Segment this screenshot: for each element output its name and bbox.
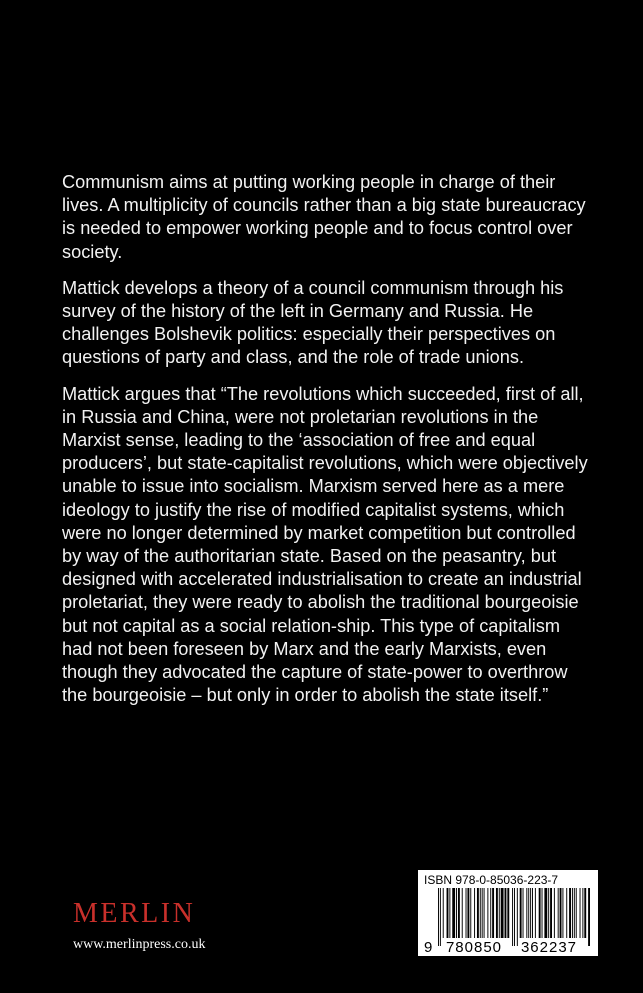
barcode-bar — [449, 888, 450, 938]
publisher-url: www.merlinpress.co.uk — [73, 937, 206, 952]
blurb-text — [62, 171, 592, 720]
barcode-bar — [482, 888, 483, 938]
barcode-bar — [514, 888, 515, 946]
barcode-bar — [462, 888, 463, 938]
barcode-bar — [558, 888, 559, 938]
barcode-bar — [520, 888, 522, 938]
barcode-bar — [566, 888, 567, 938]
barcode-digit-lead: 9 — [424, 939, 433, 956]
barcode-bar — [584, 888, 586, 938]
barcode-bar — [572, 888, 573, 938]
barcode-bar — [440, 888, 441, 946]
barcode-bar — [523, 888, 524, 938]
barcode-bar — [535, 888, 536, 938]
barcode-digits-left: 780850 — [445, 939, 503, 956]
barcode-bar — [539, 888, 541, 938]
barcode-bar — [490, 888, 491, 938]
barcode-bar — [492, 888, 494, 938]
blurb-paragraph-2: Mattick develops a theory of a council communism through his survey of the history of the left in Germany and Russia. He challenges Bolshevik politics: especially their perspectives on questions of party and class, and the role of trade unions. — [62, 277, 564, 368]
barcode-bar — [528, 888, 529, 938]
barcode-bar — [480, 888, 481, 938]
blurb-paragraph-3: Mattick argues that “The revolutions which succeeded, first of all, in Russia and China, were not proletarian revolutions in the Marxist sense, leading to the ‘association of free and equal producers’, but state-capitalist revolutions, which were objectively unable to issue into socialism. Marxism served here as a mere ideology to justify the rise of modified capitalist systems, which were no longer determined by market competition but controlled by way of the authoritarian state. Based on the peasantry, but designed with accelerated industrialisation to create an industrial proletariat, they were ready to abolish the traditional bourgeoisie but not capital as a social relation-ship. This type of capitalism had not been foreseen by Marx and the early Marxists, even though they advocated the capture of state-power to overthrow the bourgeoisie – but only in order to abolish the state itself.” — [62, 383, 588, 706]
barcode-bar — [574, 888, 575, 938]
barcode-graphic — [418, 870, 598, 956]
barcode-bars — [438, 888, 590, 946]
publisher-logo: MERLIN — [73, 898, 196, 929]
barcode-bar — [560, 888, 562, 938]
barcode-bar — [580, 888, 581, 938]
barcode-bar — [544, 888, 547, 938]
barcode-bar — [512, 888, 513, 946]
isbn-barcode — [418, 870, 598, 956]
barcode-bar — [501, 888, 504, 938]
barcode-bar — [554, 888, 555, 938]
barcode-bar — [507, 888, 509, 938]
barcode-bar — [447, 888, 449, 938]
barcode-bar — [443, 888, 444, 938]
barcode-bar — [532, 888, 533, 938]
barcode-bar — [438, 888, 439, 946]
barcode-bar — [582, 888, 583, 938]
barcode-bar — [458, 888, 460, 938]
barcode-bar — [542, 888, 543, 938]
barcode-bar — [452, 888, 455, 938]
barcode-bar — [477, 888, 479, 938]
barcode-digits-right: 362237 — [520, 939, 578, 956]
barcode-bar — [499, 888, 500, 938]
blurb-paragraph-1: Communism aims at putting working people in charge of their lives. A multiplicity of councils rather than a big state bureaucracy is needed to empower working people and to focus control over society. — [62, 172, 586, 262]
barcode-bar — [505, 888, 507, 938]
barcode-bar — [467, 888, 469, 938]
barcode-bar — [474, 888, 475, 938]
barcode-bar — [487, 888, 488, 938]
barcode-bar — [496, 888, 498, 938]
barcode-bar — [588, 888, 590, 946]
barcode-bar — [569, 888, 571, 938]
barcode-bar — [466, 888, 467, 938]
barcode-bar — [562, 888, 563, 938]
isbn-label: ISBN 978-0-85036-223-7 — [424, 873, 559, 887]
barcode-bar — [530, 888, 531, 938]
barcode-bar — [484, 888, 485, 938]
barcode-bar — [576, 888, 577, 938]
barcode-bar — [470, 888, 471, 938]
barcode-bar — [517, 888, 518, 946]
barcode-bar — [526, 888, 527, 938]
barcode-bar — [550, 888, 552, 938]
barcode-bar — [456, 888, 457, 938]
barcode-bar — [548, 888, 549, 938]
